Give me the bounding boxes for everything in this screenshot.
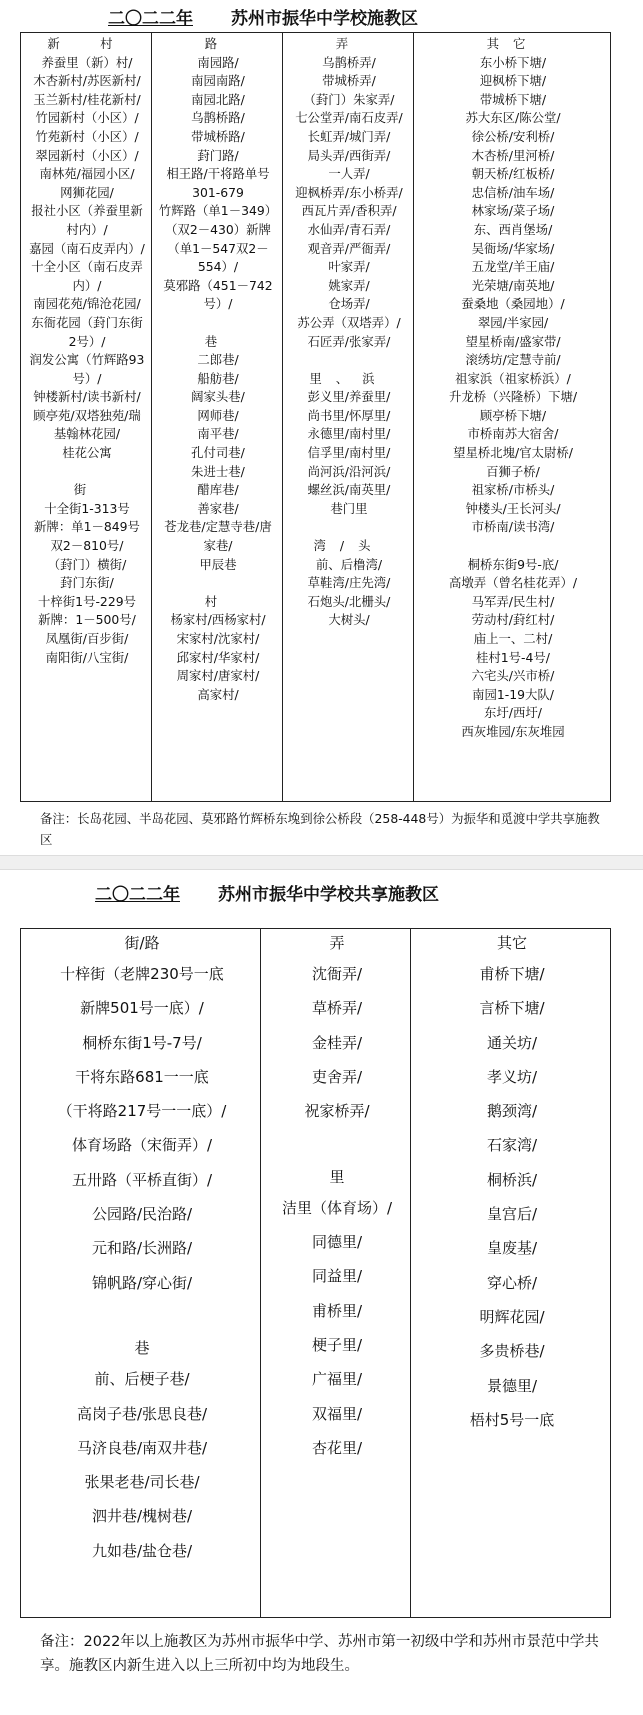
- address-entry: 忠信桥/油车场/: [471, 184, 555, 200]
- address-entry: 石家湾/: [486, 1136, 538, 1155]
- address-entry: 相王路/干将路单号: [166, 166, 270, 182]
- address-entry: 姚家弄/: [328, 277, 370, 293]
- address-entry: 醋库巷/: [197, 482, 239, 498]
- address-entry: 桐桥浜/: [486, 1170, 538, 1189]
- column-heading: 街: [73, 482, 101, 498]
- address-entry: 草桥弄/: [311, 999, 363, 1018]
- address-entry: 叶家弄/: [328, 259, 370, 275]
- address-entry: 乌鹊桥路/: [191, 110, 245, 126]
- address-entry: 东小桥下塘/: [479, 54, 547, 70]
- address-entry: 顾亭桥下塘/: [479, 407, 547, 423]
- column-heading: 新 村: [47, 36, 127, 51]
- address-entry: 朝天桥/红板桥/: [471, 166, 555, 182]
- address-entry: 仓场弄/: [328, 296, 370, 312]
- blank-line: [157, 574, 279, 593]
- address-entry: 五龙堂/羊王庙/: [471, 259, 555, 275]
- address-entry: 西灰堆园/东灰堆园: [461, 723, 565, 739]
- address-entry: 洁里（体育场）/: [281, 1198, 393, 1217]
- column-heading: 里、浜: [309, 370, 389, 386]
- address-entry: 杨家村/西杨家村/: [170, 612, 266, 628]
- address-entry: 前、后梗子巷/: [94, 1370, 190, 1389]
- address-entry: 二郎巷/: [197, 352, 239, 368]
- address-entry: 九如巷/盐仓巷/: [91, 1541, 193, 1560]
- address-entry: 滚绣坊/定慧寺前/: [465, 352, 561, 368]
- address-entry: 嘉园（南石皮弄内）/: [29, 240, 145, 256]
- address-entry: 南园北路/: [191, 91, 245, 107]
- address-entry: 东衙花园（葑门东街: [31, 314, 143, 330]
- address-entry: 螺丝浜/南英里/: [307, 482, 391, 498]
- address-entry: 十全小区（南石皮弄: [31, 259, 143, 275]
- address-entry: 迎枫桥下塘/: [479, 73, 547, 89]
- page-one: [0, 0, 643, 855]
- address-entry: 301-679: [192, 184, 244, 200]
- address-entry: 体育场路（宋衙弄）/: [71, 1136, 213, 1155]
- address-entry: 皇废基/: [486, 1239, 538, 1258]
- address-entry: 皇宫后/: [486, 1205, 538, 1224]
- title-year: 二〇二二年: [108, 9, 193, 29]
- title-text: 苏州市振华中学校施教区: [231, 9, 418, 29]
- column-heading: 巷: [204, 333, 232, 349]
- address-entry: 尚书里/怀厚里/: [307, 407, 391, 423]
- address-entry: 多贵桥巷/: [479, 1342, 545, 1361]
- address-entry: 杏花里/: [311, 1438, 363, 1457]
- column-heading: 其它: [486, 36, 540, 51]
- address-entry: 七公堂弄/南石皮弄/: [295, 110, 403, 126]
- column-qita: [414, 33, 611, 802]
- address-entry: 带城桥路/: [191, 128, 245, 144]
- address-entry: 桂花公寓: [62, 445, 112, 461]
- address-entry: 六宅头/兴市桥/: [471, 668, 555, 684]
- address-entry: 桐桥东街9号-底/: [467, 556, 559, 572]
- column-heading: 湾/头: [313, 538, 385, 554]
- address-entry: 润发公寓（竹辉路93: [29, 352, 145, 368]
- address-entry: 金桂弄/: [311, 1033, 363, 1052]
- address-entry: 祝家桥弄/: [304, 1102, 370, 1121]
- column-nong-li: [261, 929, 411, 1618]
- column-jie-lu-xiang: [21, 929, 261, 1618]
- address-entry: 村内）/: [66, 221, 108, 237]
- address-entry: 一人弄/: [328, 166, 370, 182]
- address-entry: 公园路/民治路/: [91, 1205, 193, 1224]
- address-entry: 十梓街1号-229号: [38, 593, 136, 609]
- address-entry: 祖家桥/市桥头/: [471, 482, 555, 498]
- address-entry: 甫桥下塘/: [479, 965, 545, 983]
- address-entry: 宋家村/沈家村/: [176, 631, 260, 646]
- column-heading: 弄: [329, 934, 345, 952]
- address-entry: 周家村/唐家村/: [176, 668, 260, 684]
- address-entry: 南园1-19大队/: [472, 686, 554, 702]
- address-entry: 彭义里/养蚕里/: [307, 389, 391, 405]
- address-entry: 甲辰巷: [199, 556, 237, 572]
- address-entry: 鹅颈湾/: [486, 1102, 538, 1121]
- column-nong-li-wan: [283, 33, 414, 802]
- address-entry: 通关坊/: [486, 1033, 538, 1052]
- address-entry: 吏舍弄/: [311, 1067, 363, 1086]
- column-heading: 弄: [335, 36, 363, 51]
- address-entry: 广福里/: [311, 1370, 363, 1389]
- address-entry: 船舫巷/: [197, 370, 239, 386]
- address-entry: 局头弄/西街弄/: [307, 147, 391, 163]
- address-entry: 梧村5号一底: [469, 1410, 555, 1429]
- address-entry: 新牌：单1－849号: [34, 519, 140, 535]
- address-entry: 西瓦片弄/香积弄/: [301, 203, 397, 219]
- address-entry: 望星桥南/盛家带/: [465, 333, 561, 349]
- address-entry: 南园路/: [197, 54, 239, 70]
- address-entry: 徐公桥/安利桥/: [471, 128, 555, 144]
- address-entry: 报社小区（养蚕里新: [31, 203, 143, 219]
- column-heading: 村: [204, 593, 232, 609]
- page-two: [0, 870, 643, 1715]
- title-text: 苏州市振华中学校共享施教区: [218, 885, 439, 905]
- address-entry: 乌鹊桥弄/: [322, 54, 376, 70]
- address-entry: 石匠弄/张家弄/: [307, 333, 391, 349]
- address-entry: 葑门路/: [197, 147, 239, 163]
- address-entry: 朱进士巷/: [191, 463, 245, 479]
- address-entry: 元和路/长洲路/: [91, 1239, 193, 1258]
- address-entry: 望星桥北塊/官太尉桥/: [453, 445, 573, 461]
- column-heading: 街/路: [124, 934, 160, 952]
- address-entry: 孝义坊/: [486, 1067, 538, 1086]
- address-entry: 祖家浜（祖家桥浜）/: [455, 370, 571, 386]
- school-district-table: [20, 32, 611, 802]
- address-entry: 竹辉路（单1－349）: [158, 203, 278, 219]
- address-entry: 百狮子桥/: [486, 463, 540, 479]
- address-entry: 穿心桥/: [486, 1273, 538, 1292]
- address-entry: 竹苑新村（小区）/: [35, 128, 139, 144]
- address-entry: 钟楼新村/读书新村/: [33, 389, 141, 405]
- blank-line: [267, 1128, 407, 1162]
- address-entry: 巷门里: [330, 500, 368, 516]
- address-entry: 阔家头巷/: [191, 389, 245, 405]
- address-entry: 张果老巷/司长巷/: [84, 1473, 200, 1492]
- address-entry: 马济良巷/南双井巷/: [76, 1438, 208, 1457]
- address-entry: 网师巷/: [197, 407, 239, 423]
- address-entry: 升龙桥（兴隆桥）下塘/: [448, 389, 578, 405]
- blank-line: [288, 351, 410, 370]
- address-entry: 新牌：1－500号/: [38, 612, 136, 628]
- address-entry: 甫桥里/: [311, 1301, 363, 1320]
- column-lu-xiang-cun: [152, 33, 283, 802]
- address-entry: 网狮花园/: [60, 184, 114, 200]
- address-entry: 梗子里/: [311, 1335, 363, 1354]
- address-entry: 明辉花园/: [479, 1307, 545, 1326]
- address-entry: 家巷/: [203, 538, 233, 554]
- address-entry: 竹园新村（小区）/: [35, 110, 139, 126]
- address-entry: 劳动村/葑红村/: [471, 612, 555, 628]
- address-entry: 前、后橹湾/: [315, 556, 383, 572]
- address-entry: 内）/: [72, 277, 102, 293]
- address-entry: 带城桥下塘/: [479, 91, 547, 107]
- address-entry: 吴衙场/华家场/: [471, 240, 555, 256]
- address-entry: 市桥南苏大宿舍/: [467, 426, 559, 442]
- address-entry: 葑门东街/: [60, 575, 114, 591]
- address-entry: 大树头/: [328, 612, 370, 628]
- address-entry: 2号）/: [68, 333, 106, 349]
- address-entry: 基翰林花园/: [53, 426, 121, 442]
- address-entry: 高墩弄（曾名桂花弄）/: [448, 575, 578, 591]
- address-entry: 观音弄/严衙弄/: [307, 240, 391, 256]
- address-entry: 长虹弄/城门弄/: [307, 128, 391, 144]
- address-entry: 林家场/菜子场/: [471, 203, 555, 219]
- address-entry: 石炮头/北栅头/: [307, 593, 391, 609]
- address-entry: 十全街1-313号: [44, 500, 130, 516]
- address-entry: 尚河浜/沿河浜/: [307, 463, 391, 479]
- address-entry: 东圩/西圩/: [484, 705, 542, 721]
- blank-line: [288, 518, 410, 537]
- column-qita: [411, 929, 611, 1618]
- address-entry: 554）/: [197, 259, 239, 275]
- address-entry: 马军弄/民生村/: [471, 593, 555, 609]
- address-entry: 木杏桥/里河桥/: [471, 147, 555, 163]
- address-entry: 双2－810号/: [50, 538, 124, 554]
- column-xincun: [21, 33, 152, 802]
- address-entry: 锦帆路/穿心街/: [91, 1273, 193, 1292]
- address-entry: （葑门）横街/: [47, 556, 127, 572]
- blank-line: [419, 537, 607, 556]
- column-heading: 路: [204, 36, 232, 51]
- address-entry: 桐桥东街1号-7号/: [82, 1033, 202, 1052]
- address-entry: 水仙弄/青石弄/: [307, 221, 391, 237]
- address-entry: 新牌501号一底）/: [80, 999, 204, 1018]
- page-separator: [0, 855, 643, 870]
- address-entry: 钟楼头/王长河头/: [465, 500, 561, 516]
- title-year: 二〇二二年: [95, 885, 180, 905]
- address-entry: （葑门）朱家弄/: [303, 91, 395, 107]
- address-entry: 顾亭苑/双塔独苑/瑞: [33, 407, 141, 423]
- address-entry: 南阳街/八宝街/: [45, 649, 129, 665]
- address-entry: 南林苑/福园小区/: [39, 166, 135, 182]
- address-entry: 庙上一、二村/: [473, 631, 553, 646]
- address-entry: 号）/: [203, 296, 233, 312]
- address-entry: 带城桥弄/: [322, 73, 376, 89]
- address-entry: 苏大东区/陈公堂/: [465, 110, 561, 126]
- column-heading: 里: [329, 1167, 345, 1186]
- address-entry: 凤凰街/百步街/: [45, 631, 129, 646]
- address-entry: 五卅路（平桥直街）/: [71, 1170, 213, 1189]
- address-entry: 孔付司巷/: [191, 445, 245, 461]
- address-entry: 高家村/: [197, 686, 239, 702]
- address-entry: 翠园新村（小区）/: [35, 147, 139, 163]
- address-entry: 蚕桑地（桑园地）/: [461, 296, 565, 312]
- address-entry: 永德里/南村里/: [307, 426, 391, 442]
- address-entry: 草鞋湾/庄先湾/: [307, 575, 391, 591]
- address-entry: 十梓街（老牌230号一底: [60, 965, 224, 983]
- column-heading: 巷: [134, 1339, 150, 1358]
- address-entry: 木杏新村/苏医新村/: [33, 73, 141, 89]
- address-entry: 迎枫桥弄/东小桥弄/: [295, 184, 403, 200]
- page-title: [108, 4, 418, 29]
- blank-line: [27, 1300, 257, 1334]
- address-entry: 景德里/: [486, 1376, 538, 1395]
- address-entry: 高岗子巷/张思良巷/: [76, 1404, 208, 1423]
- address-entry: 苏公弄（双塔弄）/: [297, 314, 401, 330]
- address-entry: 翠园/半家园/: [477, 314, 549, 330]
- address-entry: 沈衙弄/: [311, 965, 363, 983]
- address-entry: 苍龙巷/定慧寺巷/唐: [164, 519, 272, 535]
- address-entry: 莫邪路（451－742: [163, 277, 273, 293]
- address-entry: 言桥下塘/: [479, 999, 545, 1018]
- address-entry: 同益里/: [311, 1267, 363, 1286]
- address-entry: 南园南路/: [191, 73, 245, 89]
- footnote: 备注：长岛花园、半岛花园、莫邪路竹辉桥东堍到徐公桥段（258-448号）为振华和觅渡中学共享施教区: [40, 811, 600, 847]
- address-entry: 善家巷/: [197, 500, 239, 516]
- address-entry: （双2－430）新牌: [165, 221, 271, 237]
- shared-district-table: [20, 928, 611, 1618]
- address-entry: 干将东路681一一底: [75, 1067, 209, 1086]
- address-entry: 信孚里/南村里/: [307, 445, 391, 461]
- page-title: [95, 880, 439, 905]
- column-heading: 其它: [496, 934, 527, 952]
- address-entry: 市桥南/读书湾/: [471, 519, 555, 535]
- address-entry: 同德里/: [311, 1233, 363, 1252]
- address-entry: 号）/: [72, 370, 102, 386]
- address-entry: 南园花苑/锦沧花园/: [33, 296, 141, 312]
- address-entry: 玉兰新村/桂花新村/: [33, 91, 141, 107]
- address-entry: 东、西肖堡场/: [473, 221, 553, 237]
- address-entry: 光荣塘/南英地/: [471, 277, 555, 293]
- address-entry: （干将路217号一一底）/: [57, 1102, 227, 1121]
- address-entry: 双福里/: [311, 1404, 363, 1423]
- address-entry: （单1－547双2－: [167, 240, 269, 256]
- address-entry: 养蚕里（新）村/: [41, 54, 133, 70]
- blank-line: [157, 314, 279, 333]
- address-entry: 桂村1号-4号/: [476, 649, 550, 665]
- address-entry: 南平巷/: [197, 426, 239, 442]
- footnote: 备注：2022年以上施教区为苏州市振华中学、苏州市第一初级中学和苏州市景范中学共享。施教区内新生进入以上三所初中均为地段生。: [40, 1634, 599, 1674]
- address-entry: 邱家村/华家村/: [176, 649, 260, 665]
- blank-line: [26, 463, 148, 482]
- address-entry: 泗井巷/槐树巷/: [91, 1507, 193, 1526]
